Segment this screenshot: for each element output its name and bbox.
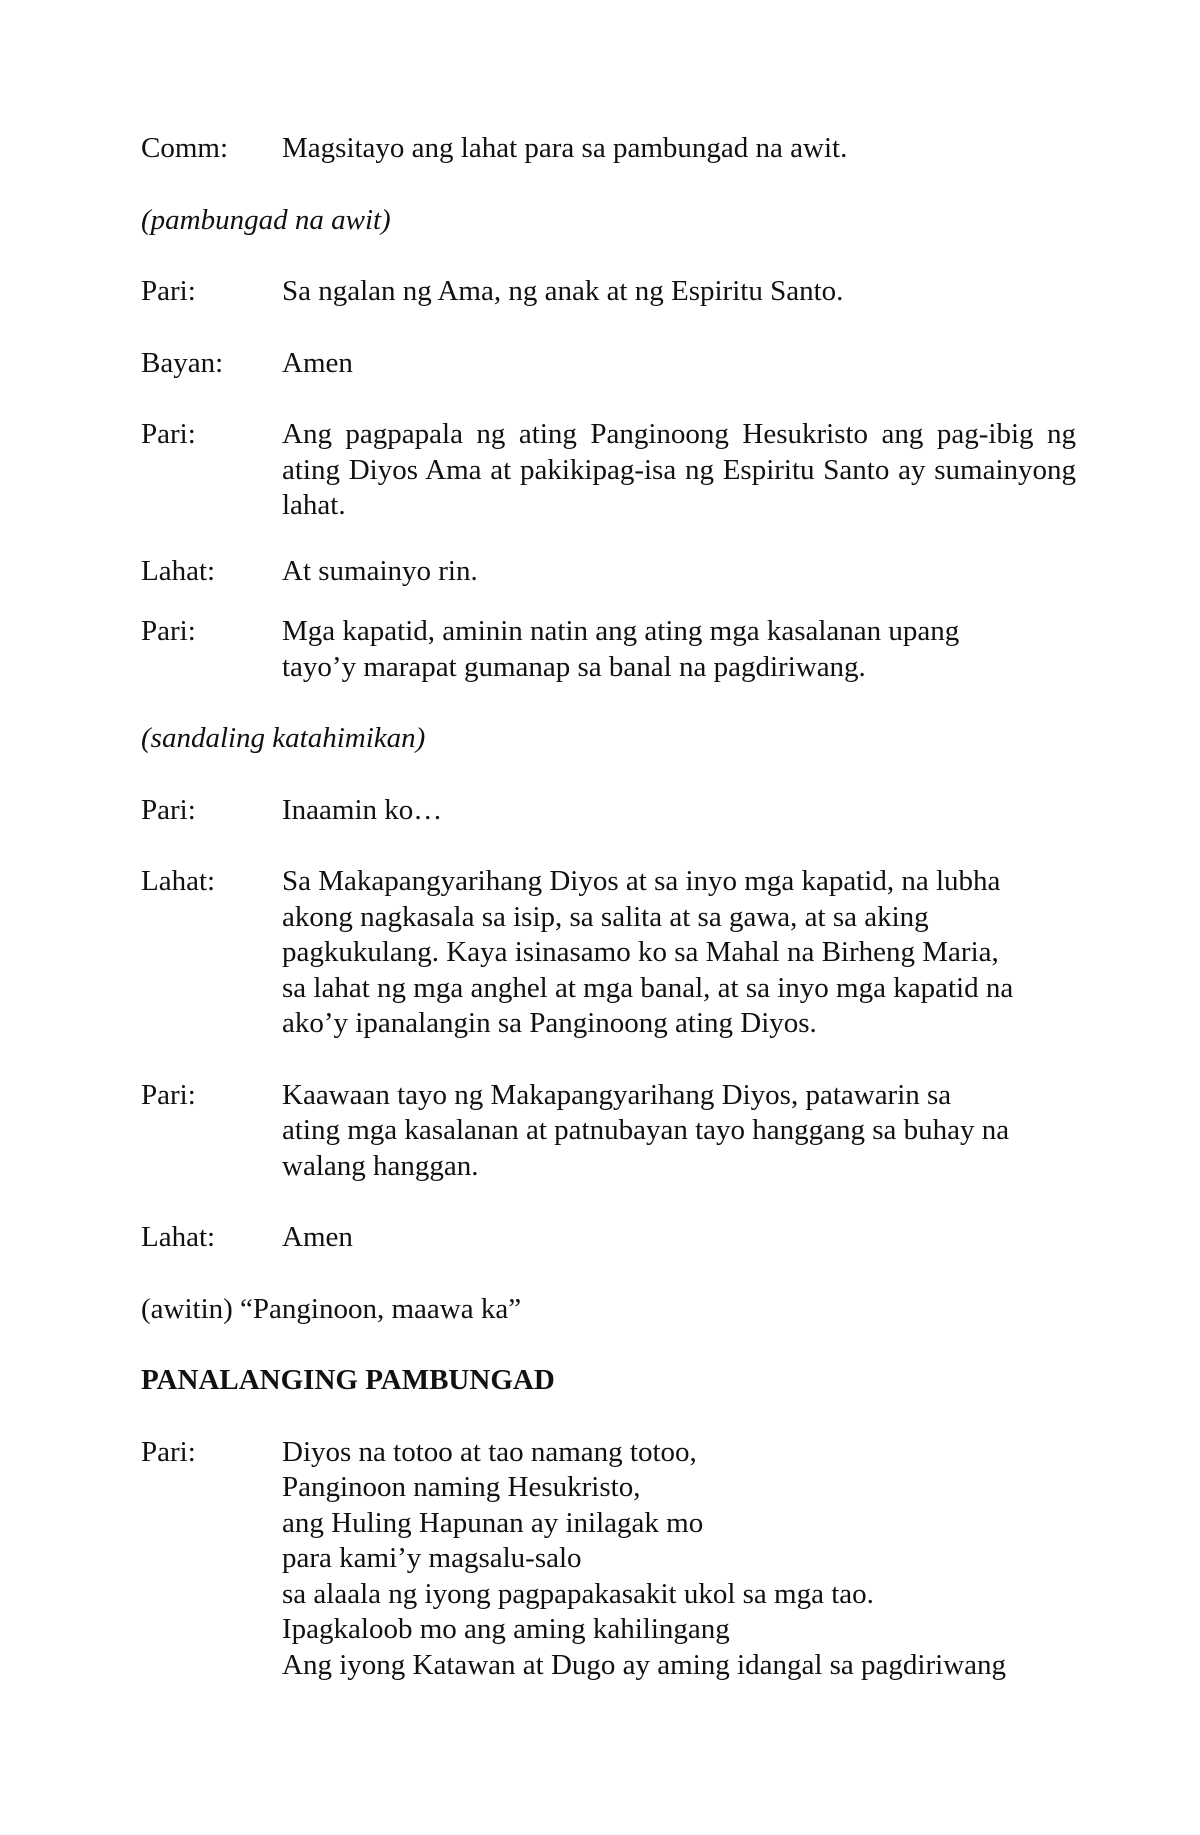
text-line: Ang iyong Katawan at Dugo ay aming idangal sa pagdiriwang bbox=[282, 1648, 1007, 1681]
dialogue-text: Amen bbox=[282, 1221, 353, 1253]
speaker-label: Comm: bbox=[141, 132, 229, 164]
text-line: ako’y ipanalangin sa Panginoong ating Diyos. bbox=[282, 1007, 817, 1039]
text-line: Sa Makapangyarihang Diyos at sa inyo mga kapatid, na lubha bbox=[282, 865, 1001, 897]
dialogue-entry bbox=[141, 417, 1076, 524]
text-line: sa alaala ng iyong pagpapakasakit ukol sa mga tao. bbox=[282, 1577, 874, 1610]
text-line: Panginoon naming Hesukristo, bbox=[282, 1471, 641, 1503]
text-line: Mga kapatid, aminin natin ang ating mga kasalanan upang bbox=[282, 615, 960, 647]
text-line: ating mga kasalanan at patnubayan tayo hanggang sa buhay na bbox=[282, 1114, 1010, 1146]
dialogue-entry bbox=[141, 1220, 1076, 1256]
text-line: sa lahat ng mga anghel at mga banal, at sa inyo mga kapatid na bbox=[282, 971, 1014, 1004]
speaker-label: Pari: bbox=[141, 418, 196, 450]
dialogue-text bbox=[282, 864, 1076, 1042]
text-line: ang Huling Hapunan ay inilagak mo bbox=[282, 1506, 704, 1539]
text-line: walang hanggan. bbox=[282, 1149, 479, 1182]
prayer-text bbox=[282, 1435, 1076, 1684]
dialogue-text bbox=[282, 614, 1076, 685]
section-heading: PANALANGING PAMBUNGAD bbox=[141, 1364, 555, 1396]
dialogue-text bbox=[282, 1078, 1076, 1185]
text-line: para kami’y magsalu-salo bbox=[282, 1542, 582, 1574]
speaker-label: Lahat: bbox=[141, 554, 216, 587]
dialogue-text: Magsitayo ang lahat para sa pambungad na awit. bbox=[282, 132, 848, 164]
dialogue-entry bbox=[141, 554, 1076, 590]
stage-note: (pambungad na awit) bbox=[141, 203, 391, 236]
speaker-label: Pari: bbox=[141, 275, 196, 307]
dialogue-entry bbox=[141, 614, 1076, 685]
text-line: tayo’y marapat gumanap sa banal na pagdiriwang. bbox=[282, 650, 866, 683]
text-line: pagkukulang. Kaya isinasamo ko sa Mahal na Birheng Maria, bbox=[282, 936, 999, 968]
dialogue-entry bbox=[141, 274, 1076, 310]
speaker-label: Pari: bbox=[141, 793, 196, 826]
speaker-label: Lahat: bbox=[141, 1221, 216, 1253]
dialogue-text: Amen bbox=[282, 346, 353, 379]
text-line: Ipagkaloob mo ang aming kahilingang bbox=[282, 1613, 730, 1645]
dialogue-text: At sumainyo rin. bbox=[282, 554, 478, 587]
speaker-label: Pari: bbox=[141, 1435, 196, 1468]
dialogue-entry bbox=[141, 864, 1076, 1042]
dialogue-entry bbox=[141, 131, 1076, 167]
text-line: Kaawaan tayo ng Makapangyarihang Diyos, patawarin sa bbox=[282, 1078, 952, 1111]
dialogue-text: Ang pagpapala ng ating Panginoong Hesukristo ang pag-ibig ng ating Diyos Ama at pakikipag-isa ng Espiritu Santo ay sumainyong lahat. bbox=[282, 418, 1076, 521]
speaker-label: Bayan: bbox=[141, 346, 224, 379]
dialogue-text: Inaamin ko… bbox=[282, 793, 443, 826]
speaker-label: Pari: bbox=[141, 1078, 196, 1111]
speaker-label: Pari: bbox=[141, 615, 196, 647]
speaker-label: Lahat: bbox=[141, 865, 216, 897]
text-line: akong nagkasala sa isip, sa salita at sa gawa, at sa aking bbox=[282, 900, 929, 933]
song-line: (awitin) “Panginoon, maawa ka” bbox=[141, 1292, 522, 1325]
dialogue-text: Sa ngalan ng Ama, ng anak at ng Espiritu Santo. bbox=[282, 275, 844, 307]
dialogue-entry bbox=[141, 1435, 1076, 1684]
dialogue-entry bbox=[141, 793, 1076, 829]
dialogue-entry bbox=[141, 1078, 1076, 1185]
dialogue-entry bbox=[141, 346, 1076, 382]
text-line: Diyos na totoo at tao namang totoo, bbox=[282, 1435, 697, 1468]
stage-note: (sandaling katahimikan) bbox=[141, 722, 426, 754]
